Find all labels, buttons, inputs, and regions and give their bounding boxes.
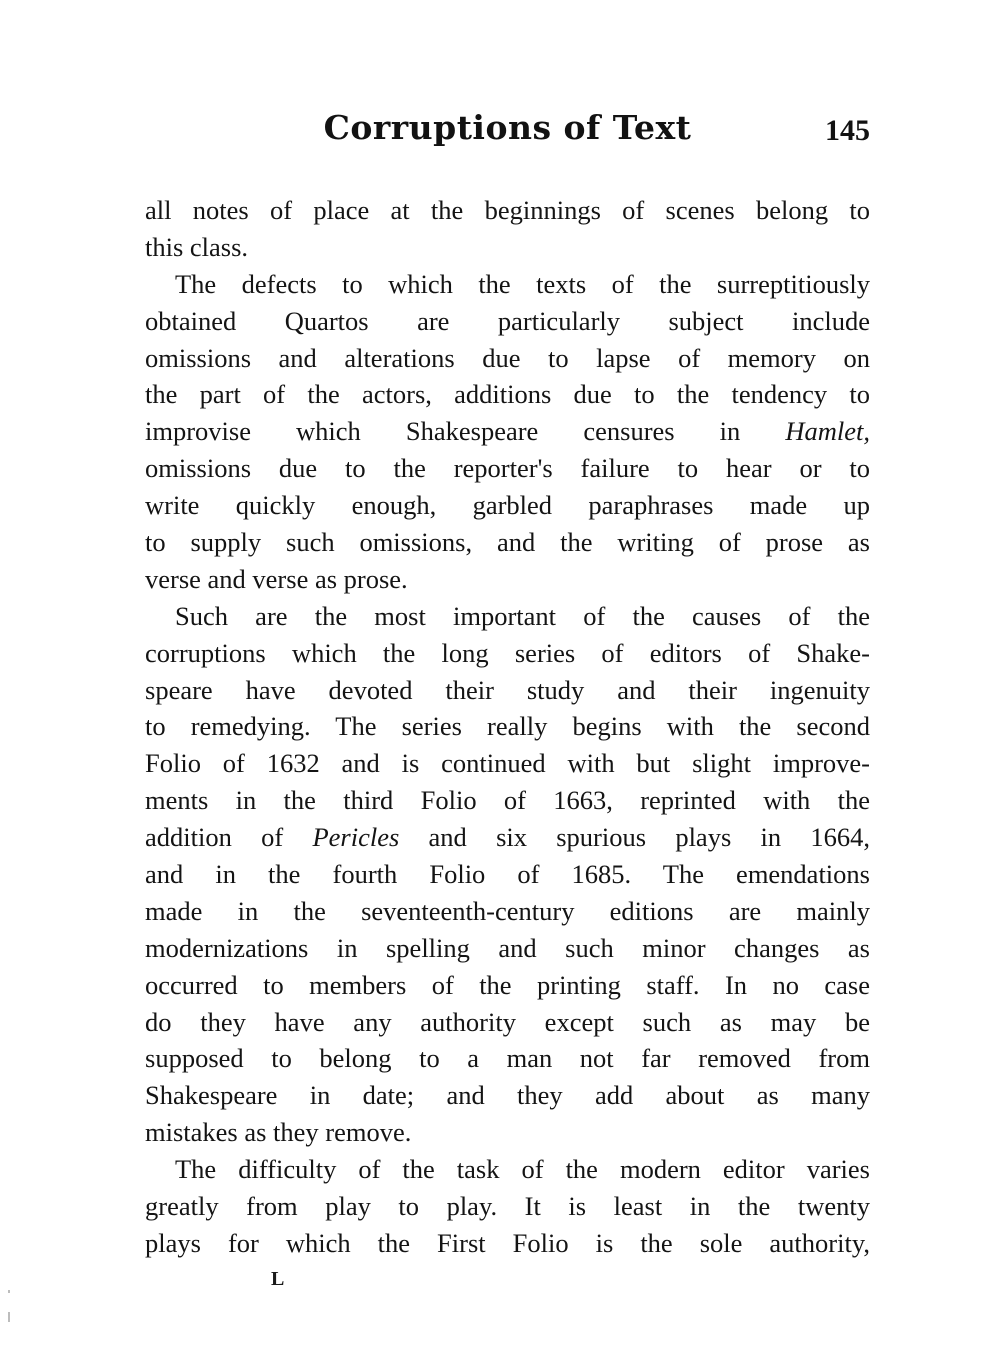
text-line: greatly from play to play. It is least in the twenty: [145, 1191, 870, 1222]
text-line: write quickly enough, garbled paraphrases made up: [145, 490, 870, 521]
text-line: this class.: [145, 231, 249, 262]
text-line: Shakespeare in date; and they add about as many: [145, 1080, 870, 1111]
text-line: occurred to members of the printing staff. In no case: [145, 969, 870, 1000]
text-line: and in the fourth Folio of 1685. The emendations: [145, 859, 870, 890]
body-text: [145, 192, 870, 1262]
text-segment: and six spurious plays in 1664,: [428, 822, 871, 853]
text-line: made in the seventeenth-century editions are mainly: [145, 895, 870, 926]
text-line: The defects to which the texts of the surreptitiously: [175, 268, 870, 299]
running-head: [145, 108, 870, 158]
text-line: corruptions which the long series of editors of Shake-: [145, 637, 870, 668]
text-line: do they have any authority except such as may be: [145, 1006, 870, 1037]
italic-title-pericles: Pericles: [312, 822, 400, 853]
text-line: the part of the actors, additions due to the tendency to: [145, 379, 870, 410]
text-line: to supply such omissions, and the writing of prose as: [145, 527, 870, 558]
scan-edge-speck: [8, 1290, 10, 1293]
text-line: all notes of place at the beginnings of scenes belong to: [145, 195, 870, 225]
text-line: [145, 819, 870, 856]
text-line: omissions due to the reporter's failure to hear or to: [145, 453, 870, 484]
text-line: ments in the third Folio of 1663, reprinted with the: [145, 785, 870, 816]
page-number: 145: [825, 114, 870, 147]
text-segment: improvise which Shakespeare censures in: [145, 416, 741, 447]
text-line: The difficulty of the task of the modern editor varies: [175, 1154, 870, 1185]
scan-edge-speck: [8, 1312, 10, 1322]
text-line: modernizations in spelling and such minor changes as: [145, 932, 870, 963]
text-segment: addition of: [145, 822, 284, 853]
text-line: plays for which the First Folio is the sole authority,: [145, 1227, 870, 1258]
text-line: Folio of 1632 and is continued with but slight improve-: [145, 748, 870, 779]
italic-title-hamlet: Hamlet,: [785, 416, 870, 447]
text-line: Such are the most important of the causes of the: [175, 600, 870, 631]
signature-mark: L: [271, 1268, 285, 1290]
text-line: omissions and alterations due to lapse of memory on: [145, 342, 870, 373]
text-line: supposed to belong to a man not far removed from: [145, 1043, 870, 1074]
text-line: to remedying. The series really begins with the second: [145, 711, 870, 742]
text-line: mistakes as they remove.: [145, 1117, 412, 1148]
text-line: obtained Quartos are particularly subject include: [145, 305, 870, 336]
text-line: verse and verse as prose.: [145, 563, 408, 594]
running-title: Corruptions of Text: [323, 108, 692, 147]
text-line: [145, 413, 870, 450]
text-line: speare have devoted their study and their ingenuity: [145, 674, 870, 705]
